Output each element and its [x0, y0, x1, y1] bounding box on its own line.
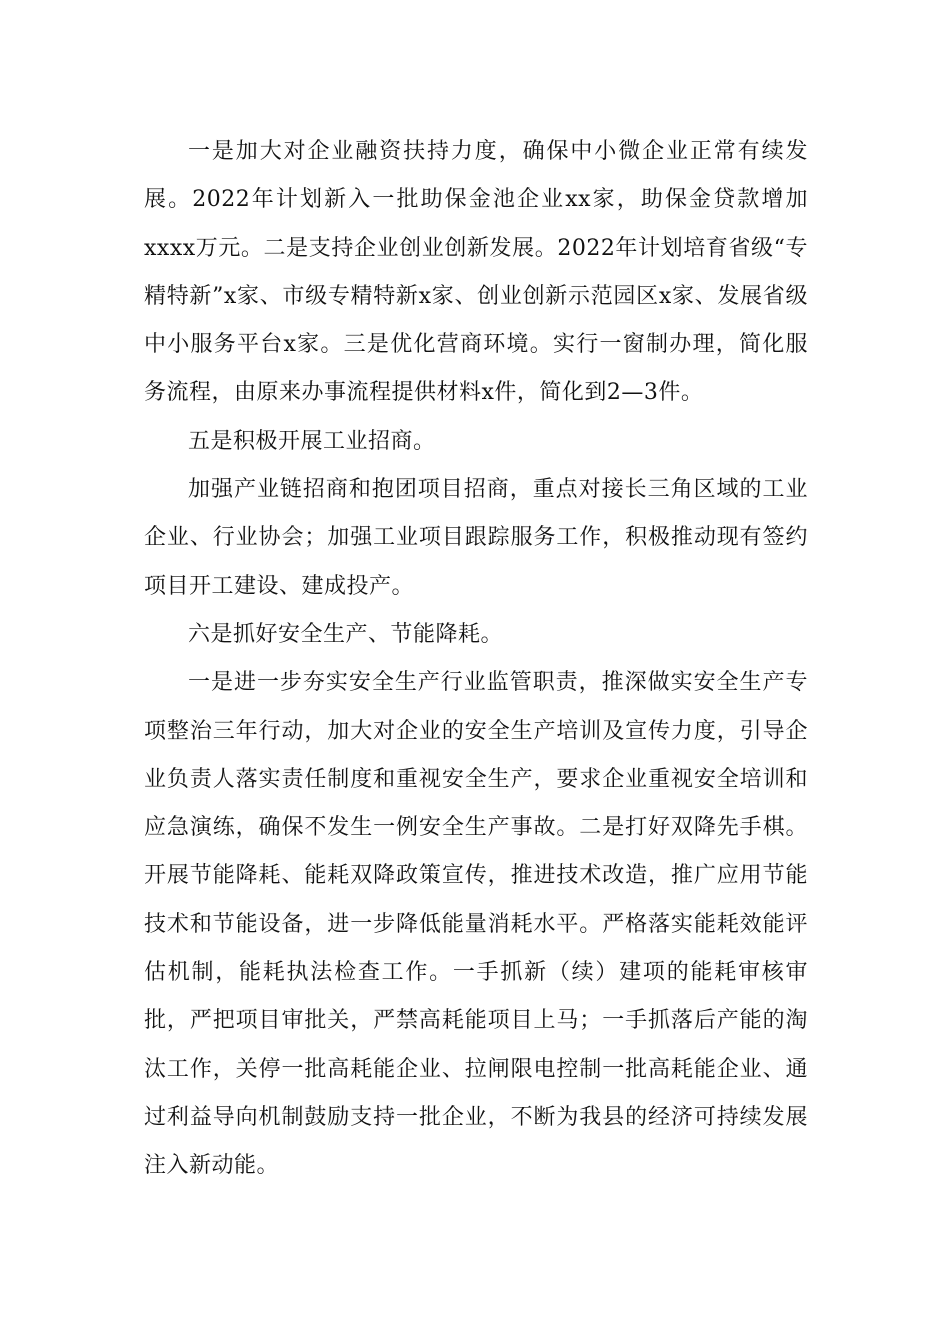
heading-industrial-investment: 五是积极开展工业招商。	[188, 428, 436, 454]
paragraph-industrial-investment: 加强产业链招商和抱团项目招商，重点对接长三角区域的工业企业、行业协会；加强工业项目跟踪服务工作，积极推动现有签约项目开工建设、建成投产。	[144, 477, 808, 599]
heading-safety-energy: 六是抓好安全生产、节能降耗。	[188, 621, 504, 647]
paragraph-safety-energy: 一是进一步夯实安全生产行业监管职责，推深做实安全生产专项整治三年行动，加大对企业的安全生产培训及宣传力度，引导企业负责人落实责任制度和重视安全生产，要求企业重视安全培训和应急演练，确保不发生一例安全生产事故。二是打好双降先手棋。开展节能降耗、能耗双降政策宣传，推进技术改造，推广应用节能技术和节能设备，进一步降低能量消耗水平。严格落实能耗效能评估机制，能耗执法检查工作。一手抓新（续）建项的能耗审核审批，严把项目审批关，严禁高耗能项目上马；一手抓落后产能的淘汰工作，关停一批高耗能企业、拉闸限电控制一批高耗能企业、通过利益导向机制鼓励支持一批企业，不断为我县的经济可持续发展注入新动能。	[144, 670, 808, 1179]
document-body	[144, 128, 808, 1191]
paragraph-financing-support: 一是加大对企业融资扶持力度，确保中小微企业正常有续发展。2022年计划新入一批助保金池企业xx家，助保金贷款增加xxxx万元。二是支持企业创业创新发展。2022年计划培育省级“专精特新”x家、市级专精特新x家、创业创新示范园区x家、发展省级中小服务平台x家。三是优化营商环境。实行一窗制办理，简化服务流程，由原来办事流程提供材料x件，简化到2—3件。	[144, 139, 808, 406]
